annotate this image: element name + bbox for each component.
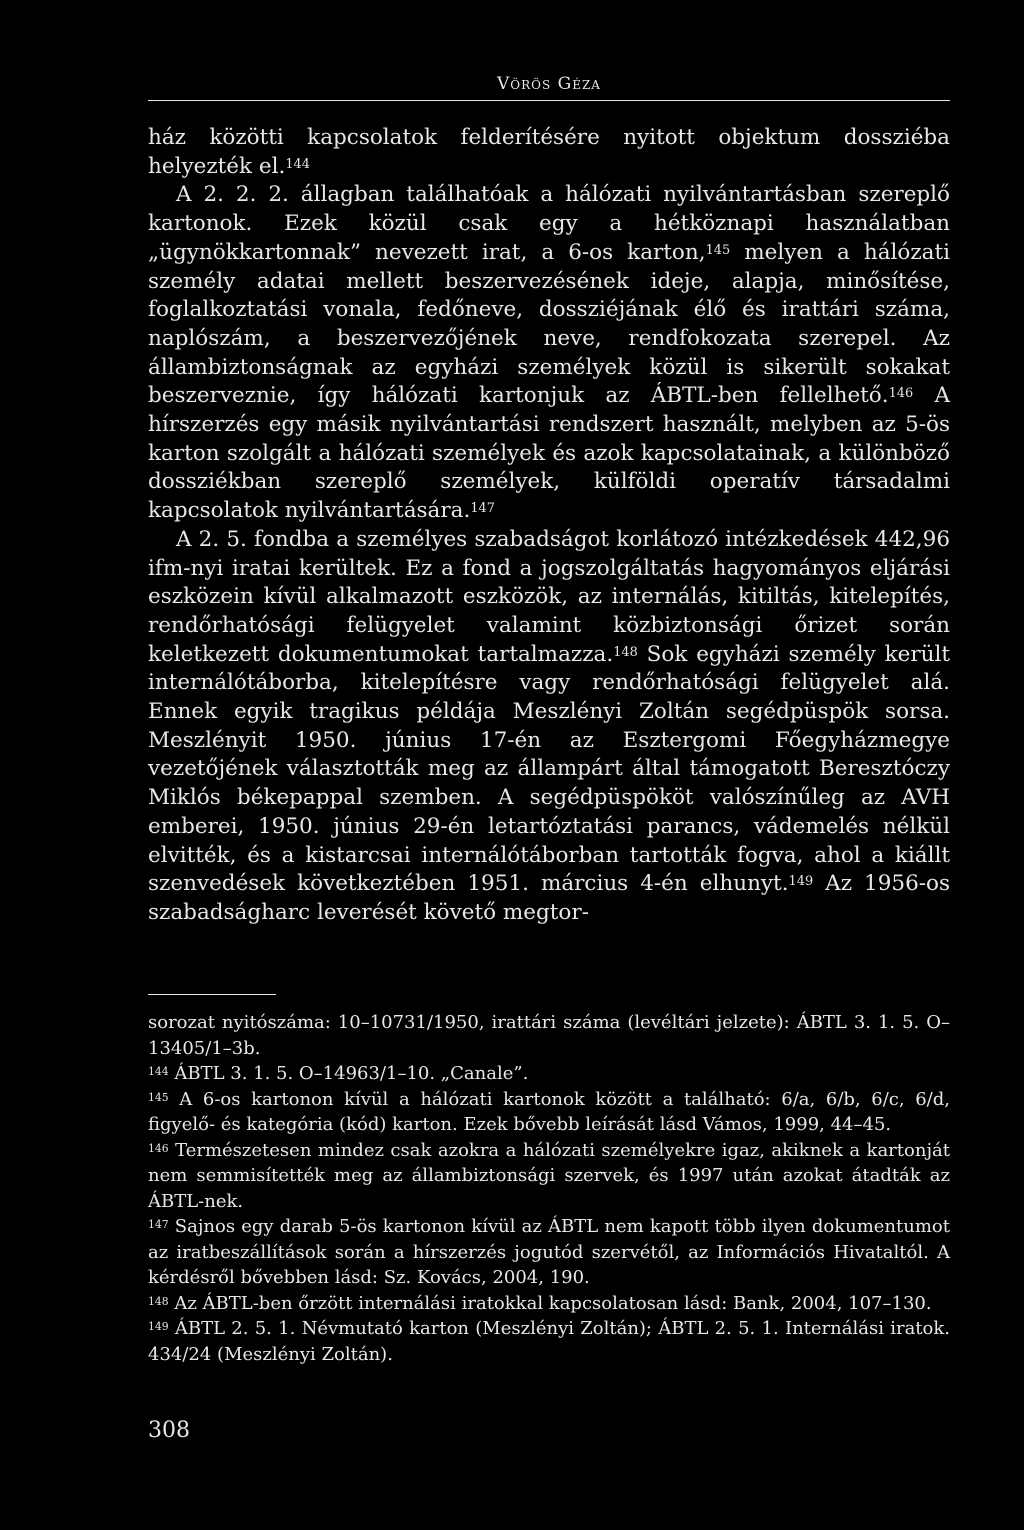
paragraph-2-text-b: melyen a hálózati személy adatai mellett beszervezésének ideje, alapja, minősítése, foglalkoztatási vonala, fedőneve, dossziéjának élő és irattári száma, naplószám, a beszervezőjének neve, rendfokozata szerepel. Az állambiztonságnak az egyházi személyek közül is sikerült sokakat beszerveznie, így hálózati kartonjuk az ÁBTL-ben fellelhető. [148,239,950,409]
footnote-145 [148,1087,950,1138]
main-text [148,124,950,928]
footnote-text: ÁBTL 2. 5. 1. Névmutató karton (Meszlényi Zoltán); ÁBTL 2. 5. 1. Internálási iratok. 434/24 (Meszlényi Zoltán). [148,1318,950,1365]
footnote-text: A 6-os kartonon kívül a hálózati kartonok között a található: 6/a, 6/b, 6/c, 6/d, figyelő- és kategória (kód) karton. Ezek bővebb leírását lásd Vámos, 1999, 44–45. [148,1088,950,1135]
paragraph-2-text-a: A 2. 2. 2. állagban találhatóak a hálózati nyilvántartásban szereplő kartonok. Ezek közül csak egy a hétköznapi használatban „ügynökkartonnak” nevezett irat, a 6-os karton, [148,182,950,265]
header-divider [148,100,950,101]
page-number: 308 [148,1418,190,1443]
footnote-ref-144: 144 [285,156,310,172]
paragraph-2-text-c: A hírszerzés egy másik nyilvántartási rendszert használt, melyben az 5-ös karton szolgált a hálózati személyek és azok kapcsolatainak, a különböző dossziékban szereplő személyek, külföldi operatív társadalmi kapcsolatok nyilvántartására. [148,383,950,524]
footnote-ref-145: 145 [705,242,731,258]
footnotes [148,1010,950,1367]
footnote-148 [148,1291,950,1317]
paragraph-1-text: ház közötti kapcsolatok felderítésére nyitott objektum dossziéba helyezték el. [148,125,950,179]
footnote-ref-146: 146 [888,386,914,402]
footnote-ref-148: 148 [613,644,638,660]
paragraph-3-text-a: A 2. 5. fondba a személyes szabadságot korlátozó intézkedések 442,96 ifm-nyi iratai kerültek. Ez a fond a jogszolgáltatás hagyományos eljárási eszközein kívül alkalmazott eszközök, az internálás, kitiltás, kitelepítés, rendőrhatósági felügyelet valamint közbiztonsági őrizet során keletkezett dokumentumokat tartalmazza. [148,526,950,667]
footnote-divider [148,994,276,995]
footnote-147 [148,1214,950,1291]
footnote-ref-147: 147 [470,501,495,517]
footnote-text: ÁBTL 3. 1. 5. O–14963/1–10. „Canale”. [168,1063,529,1084]
footnote-144 [148,1061,950,1087]
footnote-number: 148 [148,1294,169,1308]
footnote-number: 144 [148,1065,169,1078]
paragraph-2 [148,181,950,525]
footnote-text: Természetesen mindez csak azokra a hálózati személyekre igaz, akiknek a kartonját nem semmisítették meg az állambiztonsági szervek, és 1997 után azokat átadták az ÁBTL-nek. [148,1139,950,1212]
footnote-146 [148,1138,950,1215]
running-header: Vörös Géza [497,74,601,94]
footnote-text: Az ÁBTL-ben őrzött internálási iratokkal kapcsolatosan lásd: Bank, 2004, 107–130. [168,1292,932,1314]
footnote-continuation: sorozat nyitószáma: 10–10731/1950, irattári száma (levéltári jelzete): ÁBTL 3. 1. 5. O–13405/1–3b. [148,1012,950,1059]
footnote-number: 146 [148,1141,169,1155]
footnote-number: 149 [148,1320,169,1333]
footnote-number: 145 [148,1090,169,1104]
footnote-149 [148,1316,950,1367]
paragraph-3-text-b: Sok egyházi személy került internálótáborba, kitelepítésre vagy rendőrhatósági felügyelet alá. Ennek egyik tragikus példája Meszlényi Zoltán segédpüspök sorsa. Meszlényit 1950. június 17-én az Esztergomi Főegyházmegye vezetőjének választották meg az állampárt által támogatott Beresztóczy Miklós békepappal szemben. A segédpüspököt valószínűleg az AVH emberei, 1950. június 29-én letartóztatási parancs, vádemelés nélkül elvitték, és a kistarcsai internálótáborban tartották fogva, ahol a kiállt szenvedések következtében 1951. március 4-én elhunyt. [148,641,951,897]
footnote-text: Sajnos egy darab 5-ös kartonon kívül az ÁBTL nem kapott több ilyen dokumentumot az iratbeszállítások során a hírszerzés jogutód szervétől, az Információs Hivataltól. A kérdésről bővebben lásd: Sz. Kovács, 2004, 190. [148,1216,950,1288]
footnote-ref-149: 149 [788,874,814,890]
paragraph-1 [148,124,950,181]
footnote-number: 147 [148,1218,169,1231]
paragraph-3 [148,526,950,928]
paragraph-3-text-c: Az 1956-os szabadságharc leverését követő megtor- [148,871,951,925]
